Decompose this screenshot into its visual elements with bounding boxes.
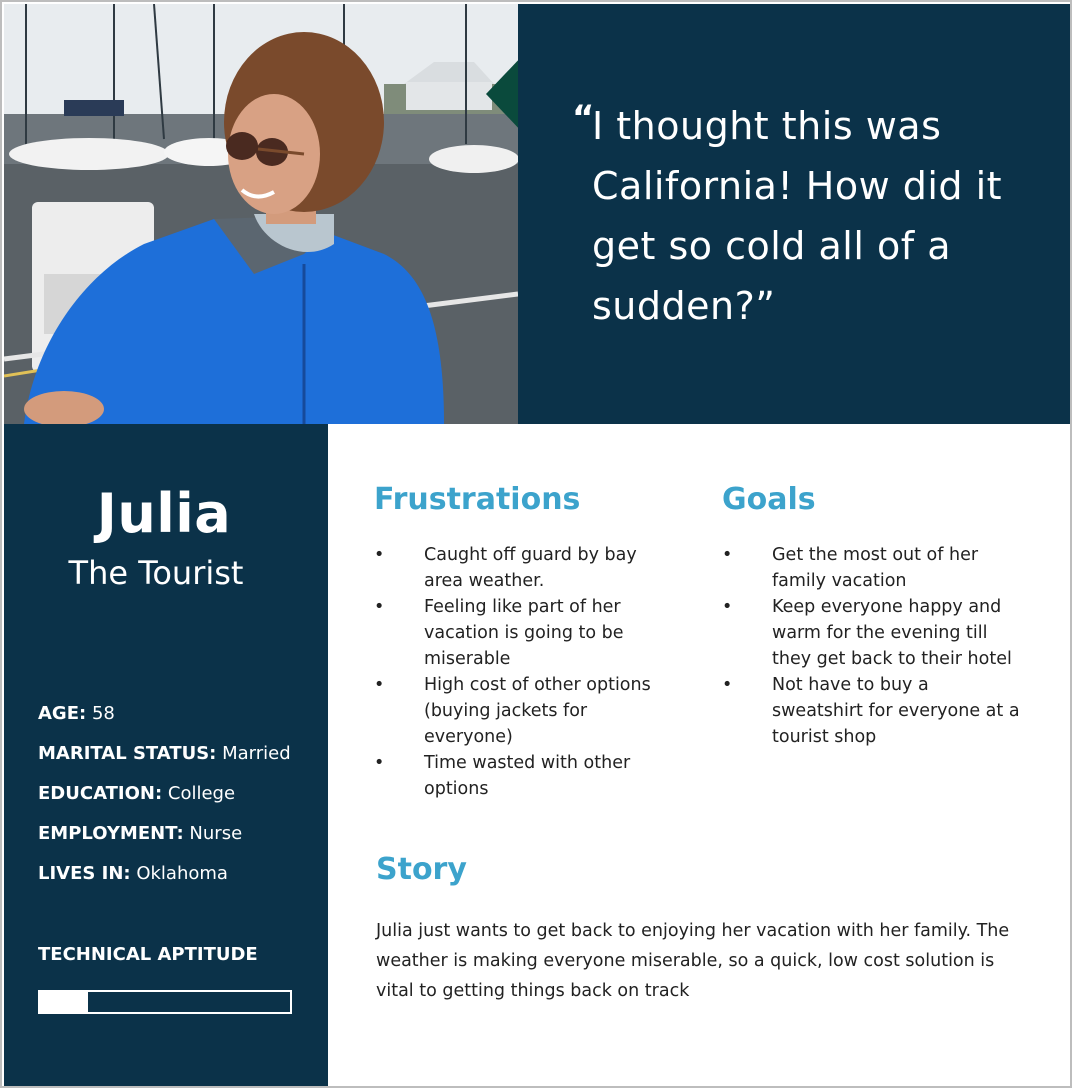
frustration-item: • Time wasted with other options bbox=[374, 750, 674, 802]
persona-sidebar bbox=[4, 424, 328, 1088]
persona-quote bbox=[572, 96, 1032, 336]
persona-details bbox=[328, 424, 1072, 1088]
technical-aptitude-fill bbox=[40, 992, 88, 1012]
demographic-age bbox=[38, 702, 318, 742]
story-heading: Story bbox=[376, 852, 467, 887]
marina-photo-illustration bbox=[4, 4, 518, 424]
persona-name: Julia bbox=[96, 482, 232, 545]
frustration-item: • Caught off guard by bay area weather. bbox=[374, 542, 674, 594]
demographic-value: Oklahoma bbox=[136, 863, 228, 884]
open-quote-mark: “ bbox=[572, 98, 595, 138]
demographic-value: 58 bbox=[91, 703, 115, 724]
demographic-label: AGE: bbox=[38, 703, 87, 724]
goals-list bbox=[722, 542, 1022, 750]
story-text: Julia just wants to get back to enjoying her vacation with her family. The weather is making everyone miserable, so a quick, low cost solution is vital to getting things back on track bbox=[376, 921, 1010, 1001]
technical-aptitude-label: TECHNICAL APTITUDE bbox=[38, 944, 258, 965]
goal-item: • Not have to buy a sweatshirt for everyone at a tourist shop bbox=[722, 672, 1022, 750]
frustrations-list bbox=[374, 542, 674, 802]
demographic-label: EMPLOYMENT: bbox=[38, 823, 184, 844]
goals-heading: Goals bbox=[722, 482, 816, 517]
demographic-label: LIVES IN: bbox=[38, 863, 131, 884]
demographic-marital-status bbox=[38, 742, 318, 782]
frustration-item: • Feeling like part of her vacation is going to be miserable bbox=[374, 594, 674, 672]
demographics-list bbox=[38, 702, 318, 902]
quote-panel bbox=[518, 4, 1072, 424]
frustrations-heading: Frustrations bbox=[374, 482, 581, 517]
demographic-employment bbox=[38, 822, 318, 862]
persona-photo bbox=[4, 4, 518, 424]
demographic-label: MARITAL STATUS: bbox=[38, 743, 217, 764]
frustration-item: • High cost of other options (buying jackets for everyone) bbox=[374, 672, 674, 750]
persona-role: The Tourist bbox=[68, 554, 244, 592]
goal-item: • Get the most out of her family vacation bbox=[722, 542, 1022, 594]
demographic-value: College bbox=[167, 783, 236, 804]
demographic-education bbox=[38, 782, 318, 822]
demographic-label: EDUCATION: bbox=[38, 783, 163, 804]
demographic-lives-in bbox=[38, 862, 318, 902]
quote-text: I thought this was California! How did it get so cold all of a sudden?” bbox=[592, 104, 1003, 328]
goal-item: • Keep everyone happy and warm for the evening till they get back to their hotel bbox=[722, 594, 1022, 672]
technical-aptitude-bar bbox=[38, 990, 292, 1014]
demographic-value: Married bbox=[222, 743, 291, 764]
demographic-value: Nurse bbox=[189, 823, 243, 844]
